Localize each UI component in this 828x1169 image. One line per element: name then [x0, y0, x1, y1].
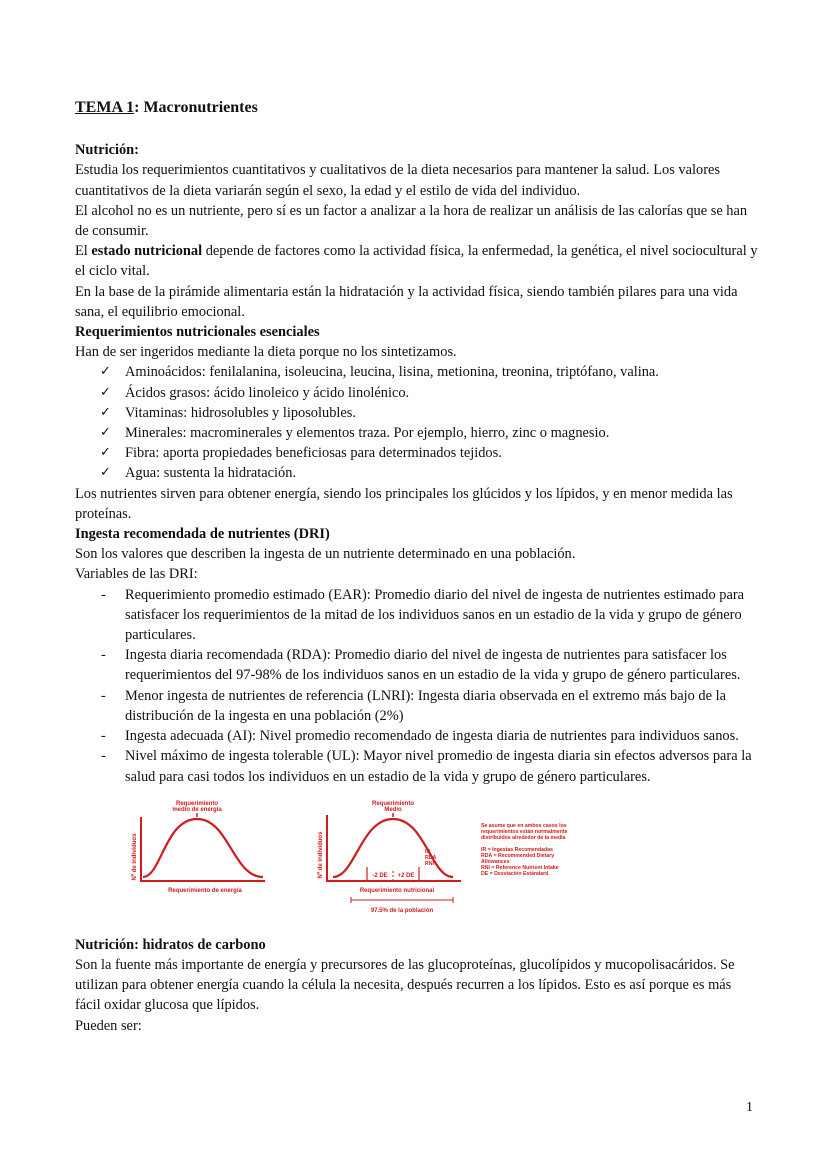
- note-line: Se asume que en ambos casos los: [481, 822, 567, 829]
- section-heading-dri: Ingesta recomendada de nutrientes (DRI): [75, 526, 330, 543]
- sd-right-label: +2 DE: [397, 872, 415, 879]
- list-item-text: Ingesta adecuada (AI): Nivel promedio recomendado de ingesta diaria de nutrientes para individuos sanos.: [125, 728, 739, 745]
- paragraph: Han de ser ingeridos mediante la dieta porque no los sintetizamos.: [75, 344, 457, 361]
- peak-label-line1: Requerimiento: [175, 800, 219, 807]
- nutrient-requirement-curve: [313, 797, 473, 922]
- list-item: [100, 746, 760, 786]
- normal-curve: [333, 819, 453, 877]
- checkmark-icon: ✓: [100, 384, 111, 400]
- paragraph: Variables de las DRI:: [75, 566, 198, 583]
- note-line: DE = Desviación Estándard: [481, 870, 549, 877]
- list-item: [100, 362, 760, 382]
- distribution-figures: [75, 797, 760, 927]
- list-item-text: Nivel máximo de ingesta tolerable (UL): Mayor nivel promedio de ingesta diaria sin efectos adversos para la salud para casi todos los individuos en un estadio de la vida y grupo de género particulares.: [125, 748, 752, 785]
- x-axis-label: Requerimiento nutricional: [359, 887, 435, 894]
- note-line: distribuidos alrededor de la media: [481, 834, 566, 841]
- y-axis-label: Nº de individuos: [318, 831, 324, 879]
- list-item-text: Requerimiento promedio estimado (EAR): Promedio diario del nivel de ingesta de nutrientes estimado para satisfacer los requerimientos de la mitad de los individuos sanos en un estadio de la vida y grupo de género particulares.: [125, 586, 745, 644]
- paragraph: El alcohol no es un nutriente, pero sí es un factor a analizar a la hora de realizar un análisis de las calorías que se han de consumir.: [75, 202, 748, 240]
- dash-bullet: -: [101, 748, 106, 765]
- note-line: RDA = Recommended Dietary: [481, 852, 555, 859]
- x-axis-label: Requerimiento de energía: [168, 887, 242, 894]
- text-run: depende de factores como la actividad física, la enfermedad, la genética, el nivel sociocultural y el ciclo vital.: [75, 243, 758, 280]
- bold-term: estado nutricional: [91, 243, 203, 260]
- peak-label-line2: Medio: [384, 806, 402, 813]
- page-content: [75, 98, 760, 1036]
- paragraph: Pueden ser:: [75, 1017, 142, 1034]
- checkmark-icon: ✓: [100, 465, 111, 481]
- normal-curve: [143, 819, 263, 877]
- list-item-text: Vitaminas: hidrosolubles y liposolubles.: [125, 404, 356, 421]
- paragraph: Son la fuente más importante de energía y precursores de las glucoproteínas, glucolípidos y mucopolisacáridos. Se utilizan para obtener energía cuando la célula la necesita, después recurren a los lípidos. Esto es así porque es más fácil oxidar glucosa que lípidos.: [75, 956, 735, 1014]
- figure-notes: [479, 821, 639, 901]
- note-line: requerimientos están normalmente: [481, 828, 568, 835]
- dash-bullet: -: [101, 647, 106, 664]
- note-line: Allowances: [481, 858, 510, 865]
- list-item: [100, 463, 760, 483]
- axes: [141, 817, 265, 881]
- rda-label: RDA: [425, 854, 437, 861]
- list-item: [100, 645, 760, 685]
- dash-bullet: -: [101, 586, 106, 603]
- ir-label: IR: [425, 848, 431, 855]
- checkmark-icon: ✓: [100, 364, 111, 380]
- paragraph: Son los valores que describen la ingesta de un nutriente determinado en una población.: [75, 546, 576, 563]
- list-item: [100, 423, 760, 443]
- page-title: [75, 98, 760, 118]
- paragraph: Estudia los requerimientos cuantitativos y cualitativos de la dieta necesarios para mantener la salud. Los valores cuantitativos de la dieta variarán según el sexo, la edad y el estilo de vida del individuo.: [75, 162, 720, 199]
- note-line: IR = Ingestas Recomendadas: [481, 846, 553, 853]
- paragraph: En la base de la pirámide alimentaria están la hidratación y la actividad física, siendo también pilares para una vida sana, el equilibrio emocional.: [75, 283, 738, 320]
- dash-bullet: -: [101, 687, 106, 704]
- list-item: [100, 443, 760, 463]
- paragraph: Los nutrientes sirven para obtener energía, siendo los principales los glúcidos y los lípidos, y en menor medida las proteínas.: [75, 485, 733, 522]
- essential-requirements-list: [75, 362, 760, 483]
- list-item: [100, 383, 760, 403]
- energy-requirement-curve: [127, 797, 267, 897]
- title-topic: TEMA 1: [75, 99, 135, 116]
- list-item: [100, 686, 760, 726]
- note-line: RNI = Reference Nutrient Intake: [481, 864, 559, 871]
- list-item-text: Fibra: aporta propiedades beneficiosas para determinados tejidos.: [125, 445, 502, 462]
- y-axis-label: Nº de individuos: [132, 833, 138, 881]
- list-item-text: Minerales: macrominerales y elementos traza. Por ejemplo, hierro, zinc o magnesio.: [125, 425, 610, 442]
- checkmark-icon: ✓: [100, 425, 111, 441]
- peak-label-line1: Requerimiento: [371, 800, 415, 807]
- list-item: [100, 585, 760, 646]
- list-item-text: Agua: sustenta la hidratación.: [125, 465, 297, 482]
- sd-left-label: -2 DE: [372, 872, 388, 879]
- list-item-text: Aminoácidos: fenilalanina, isoleucina, leucina, lisina, metionina, treonina, triptófano, valina.: [125, 364, 659, 381]
- list-item-text: Menor ingesta de nutrientes de referencia (LNRI): Ingesta diaria observada en el extremo más bajo de la distribución de la ingesta en una población (2%): [125, 687, 726, 724]
- list-item-text: Ácidos grasos: ácido linoleico y ácido linolénico.: [125, 384, 410, 401]
- population-label: 97.5% de la población: [370, 907, 434, 914]
- list-item-text: Ingesta diaria recomendada (RDA): Promedio diario del nivel de ingesta de nutrientes para satisfacer los requerimientos del 97-98% de los individuos sanos en un estadio de la vida y grupo de género particulares.: [125, 647, 741, 684]
- list-item: [100, 726, 760, 746]
- page-number: 1: [746, 1100, 753, 1115]
- checkmark-icon: ✓: [100, 445, 111, 461]
- dash-bullet: -: [101, 728, 106, 745]
- dri-variables-list: [75, 585, 760, 787]
- peak-label-line2: medio de energía: [172, 806, 222, 813]
- title-subject: : Macronutrientes: [134, 99, 258, 116]
- section-heading-nutricion: Nutrición:: [75, 142, 139, 159]
- section-heading-hidratos: Nutrición: hidratos de carbono: [75, 936, 266, 953]
- checkmark-icon: ✓: [100, 404, 111, 420]
- list-item: [100, 403, 760, 423]
- section-heading-requerimientos: Requerimientos nutricionales esenciales: [75, 324, 320, 341]
- text-run: El: [75, 243, 92, 260]
- paragraph: [75, 241, 760, 281]
- rni-label: RNI: [425, 860, 434, 867]
